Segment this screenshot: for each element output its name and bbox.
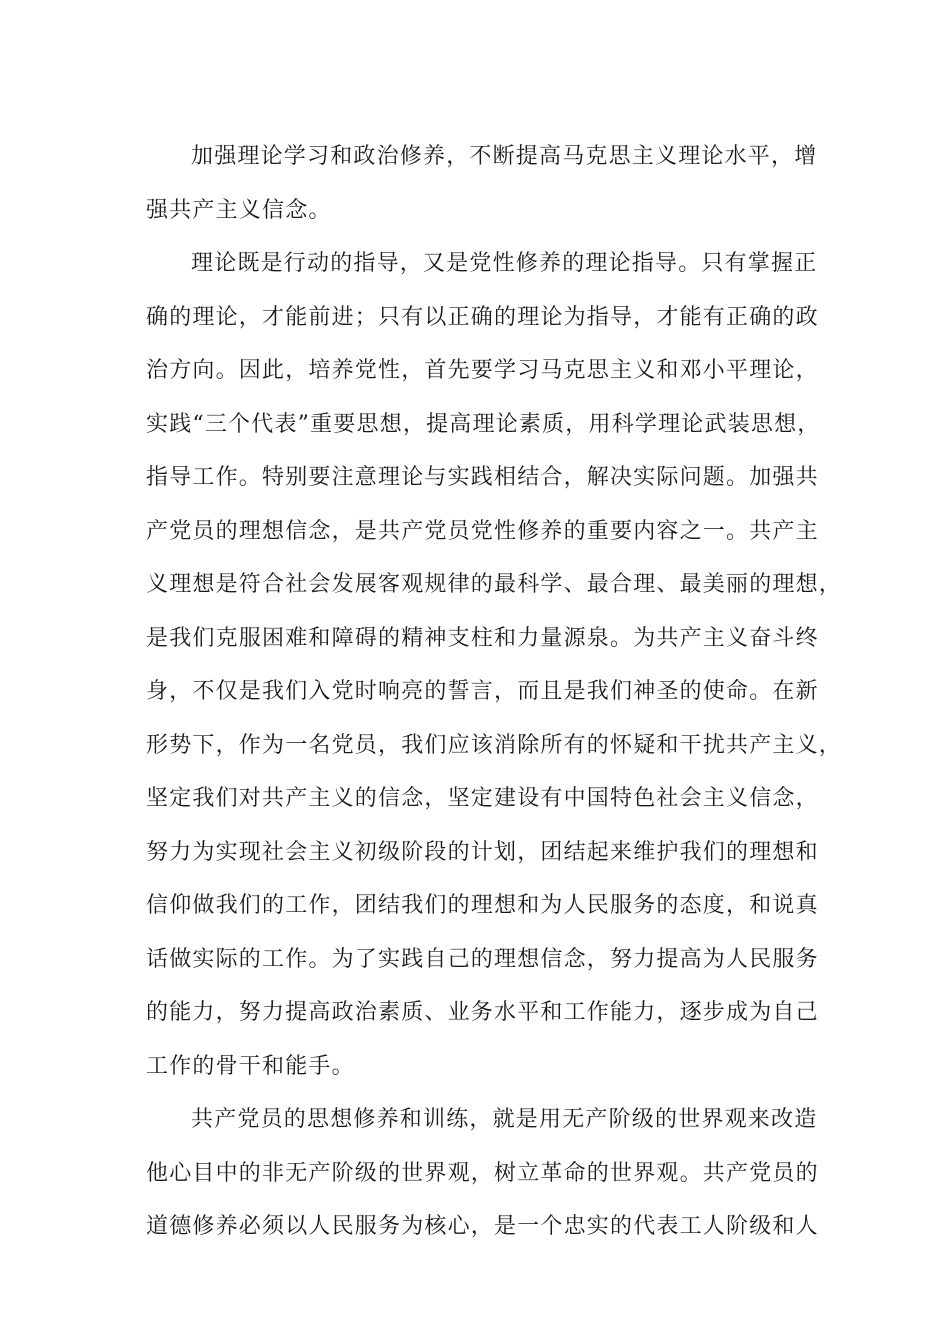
text-line: 强共产主义信念。 (146, 197, 332, 223)
text-line: 道德修养必须以人民服务为核心，是一个忠实的代表工人阶级和人 (146, 1214, 819, 1239)
text-line: 义理想是符合社会发展客观规律的最科学、最合理、最美丽的理想， (146, 572, 843, 597)
text-line: 他心目中的非无产阶级的世界观，树立革命的世界观。共产党员的 (146, 1160, 819, 1186)
text-line: 共产党员的思想修养和训练，就是用无产阶级的世界观来改造 (191, 1107, 818, 1132)
text-line: 工作的骨干和能手。 (146, 1053, 355, 1079)
text-line: 话做实际的工作。为了实践自己的理想信念，努力提高为人民服务 (146, 946, 819, 972)
text-line: 努力为实现社会主义初级阶段的计划，团结起来维护我们的理想和 (146, 839, 819, 865)
text-line: 信仰做我们的工作，团结我们的理想和为人民服务的态度，和说真 (146, 893, 819, 918)
text-line: 实践“三个代表”重要思想，提高理论素质，用科学理论武装思想， (146, 411, 821, 437)
text-line: 产党员的理想信念，是共产党员党性修养的重要内容之一。共产主 (146, 518, 819, 544)
text-line: 是我们克服困难和障碍的精神支柱和力量源泉。为共产主义奋斗终 (146, 625, 819, 651)
text-line: 加强理论学习和政治修养，不断提高马克思主义理论水平，增 (191, 144, 818, 169)
document-body (146, 130, 843, 1254)
text-line: 形势下，作为一名党员，我们应该消除所有的怀疑和干扰共产主义， (146, 732, 843, 758)
text-line: 指导工作。特别要注意理论与实践相结合，解决实际问题。加强共 (146, 465, 819, 490)
text-line: 理论既是行动的指导，又是党性修养的理论指导。只有掌握正 (191, 251, 818, 276)
paragraph-2 (146, 237, 843, 1093)
text-line: 治方向。因此，培养党性，首先要学习马克思主义和邓小平理论， (146, 358, 819, 383)
text-line: 坚定我们对共产主义的信念，坚定建设有中国特色社会主义信念， (146, 786, 819, 811)
text-line: 确的理论，才能前进；只有以正确的理论为指导，才能有正确的政 (146, 304, 819, 330)
text-line: 的能力，努力提高政治素质、业务水平和工作能力，逐步成为自己 (146, 1000, 819, 1025)
paragraph-3 (146, 1093, 819, 1254)
paragraph-1 (146, 130, 818, 237)
text-line: 身，不仅是我们入党时响亮的誓言，而且是我们神圣的使命。在新 (146, 679, 819, 704)
